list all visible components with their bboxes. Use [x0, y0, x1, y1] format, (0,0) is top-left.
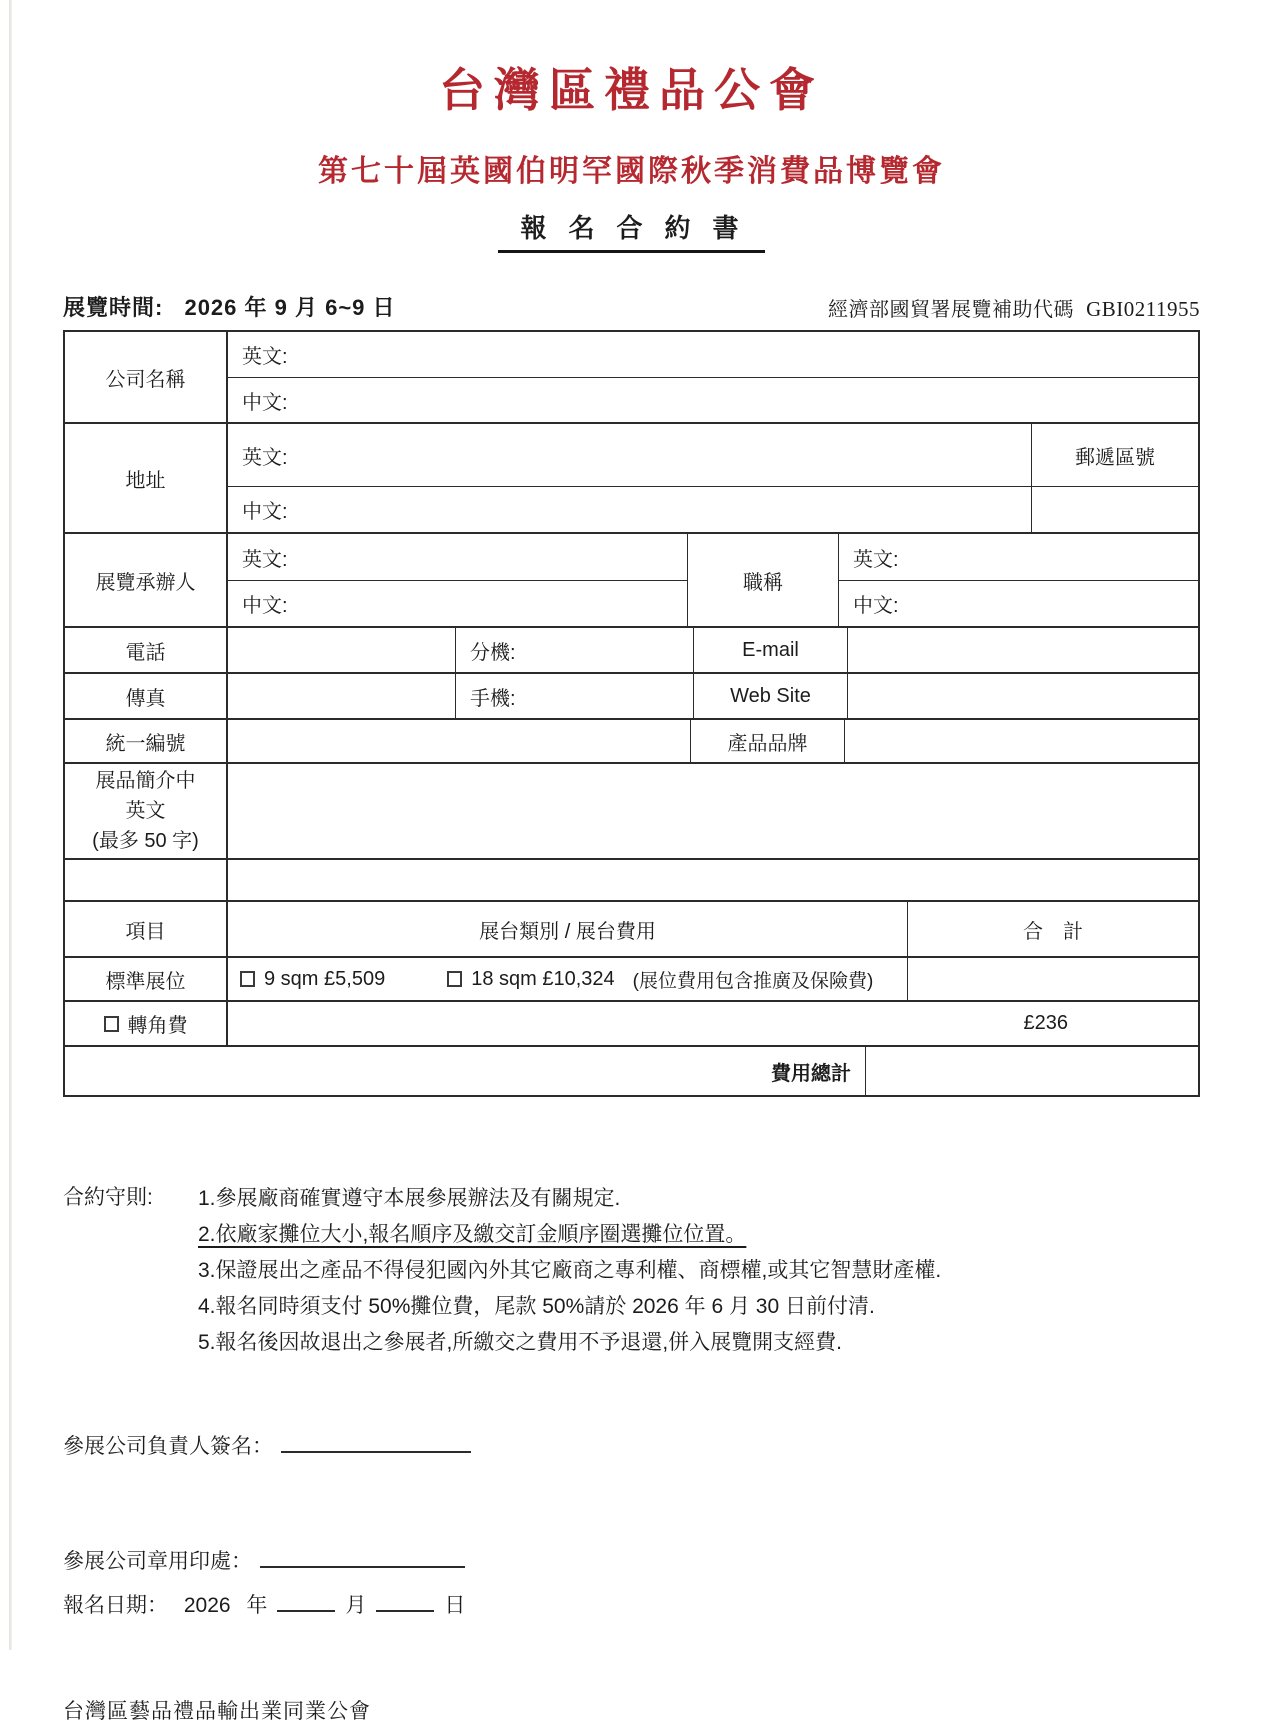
row-grand-total — [65, 1047, 1198, 1095]
extension-label: 分機: — [455, 628, 693, 672]
rule-item-2: 2.依廠家攤位大小,報名順序及繳交訂金順序圈選攤位位置。 — [198, 1223, 747, 1246]
subsidy-code-line — [828, 293, 1200, 322]
booth-fee-note: (展位費用包含推廣及保險費) — [632, 970, 874, 992]
spacer-label-cell — [65, 860, 228, 900]
row-corner-fee — [65, 1002, 1198, 1047]
date-day-field[interactable] — [376, 1588, 434, 1612]
subsidy-code: GBI0211955 — [1086, 297, 1200, 321]
corner-fee-amount: £236 — [1023, 1012, 1068, 1034]
tax-id-label: 統一編號 — [65, 720, 228, 762]
date-year-value: 2026 — [183, 1594, 231, 1618]
booth-option-9sqm: 9 sqm £5,509 — [240, 968, 385, 991]
date-year-unit: 年 — [246, 1594, 268, 1618]
standard-booth-total-field[interactable] — [907, 958, 1198, 1000]
rule-item-1: 1.參展廠商確實遵守本展參展辦法及有關規定. — [198, 1187, 621, 1210]
booth-option-18sqm: 18 sqm £10,324 — [447, 968, 614, 991]
job-title-label: 職稱 — [687, 534, 839, 626]
phone-label: 電話 — [65, 628, 228, 672]
rule-item-3: 3.保證展出之產品不得侵犯國內外其它廠商之專利權、商標權,或其它智慧財產權. — [198, 1259, 942, 1282]
checkbox-9sqm[interactable] — [240, 971, 255, 987]
product-intro-field[interactable] — [228, 764, 1198, 858]
row-organizer — [65, 534, 1198, 628]
signer-signature-field[interactable] — [281, 1429, 471, 1453]
signer-line — [63, 1429, 1200, 1460]
standard-booth-label: 標準展位 — [65, 958, 228, 1000]
row-phone — [65, 628, 1198, 674]
contract-rules — [63, 1181, 1200, 1361]
row-spacer — [65, 860, 1198, 902]
subsidy-label: 經濟部國貿署展覽補助代碼 — [828, 299, 1075, 321]
grand-total-field[interactable] — [866, 1047, 1198, 1095]
row-pricing-header — [65, 902, 1198, 958]
tax-id-field[interactable] — [228, 720, 690, 762]
exhibition-time-value: 2026 年 9 月 6~9 日 — [184, 295, 396, 320]
product-intro-label: 展品簡介中 英文 (最多 50 字) — [65, 764, 228, 858]
row-fax — [65, 674, 1198, 720]
rule-item-5: 5.報名後因故退出之參展者,所繳交之費用不予退還,併入展覽開支經費. — [198, 1331, 843, 1354]
website-label: Web Site — [693, 674, 847, 718]
exhibition-subtitle: 第七十屆英國伯明罕國際秋季消費品博覽會 — [318, 155, 945, 188]
job-title-en-label: 英文: — [853, 548, 899, 571]
address-en-label: 英文: — [242, 446, 288, 469]
form-title: 報名合約書 — [498, 208, 764, 253]
date-month-field[interactable] — [277, 1588, 335, 1612]
row-address — [65, 424, 1198, 534]
date-label: 報名日期： — [63, 1594, 168, 1618]
fax-field[interactable] — [228, 674, 455, 718]
corner-fee-label: 轉角費 — [127, 1015, 188, 1037]
organizer-zh-label: 中文: — [242, 595, 288, 617]
postal-code-label: 郵遞區號 — [1031, 424, 1198, 486]
seal-label: 參展公司章用印處： — [63, 1550, 252, 1574]
email-field[interactable] — [847, 628, 1198, 672]
registration-table — [63, 330, 1200, 1097]
brand-field[interactable] — [844, 720, 1198, 762]
job-title-zh-label: 中文: — [853, 595, 899, 617]
address-label: 地址 — [65, 424, 228, 532]
exhibition-time-label: 展覽時間: — [63, 295, 164, 320]
company-name-label: 公司名稱 — [65, 332, 228, 422]
rule-item-4: 4.報名同時須支付 50%攤位費，尾款 50%請於 2026 年 6 月 30 日前付清. — [198, 1295, 875, 1318]
phone-field[interactable] — [228, 628, 455, 672]
postal-code-field[interactable] — [1031, 487, 1198, 533]
scan-edge — [9, 0, 12, 1650]
company-name-zh-label: 中文: — [242, 391, 288, 414]
row-company-name — [65, 332, 1198, 424]
fax-label: 傳真 — [65, 674, 228, 718]
item-header: 項目 — [65, 902, 228, 956]
date-month-unit: 月 — [345, 1594, 367, 1618]
booth-header: 展台類別 / 展台費用 — [479, 920, 656, 943]
registration-date-line — [63, 1588, 1200, 1619]
checkbox-corner-fee[interactable] — [104, 1016, 119, 1032]
issuing-organization: 台灣區藝品禮品輸出業同業公會 — [63, 1700, 371, 1724]
seal-field[interactable] — [260, 1544, 465, 1568]
organizer-en-label: 英文: — [242, 548, 288, 571]
form-page — [63, 0, 1200, 1725]
association-title: 台灣區禮品公會 — [439, 64, 824, 116]
booth-options — [228, 958, 907, 1000]
exhibition-time — [63, 291, 396, 322]
grand-total-label: 費用總計 — [65, 1047, 866, 1095]
date-day-unit: 日 — [444, 1594, 466, 1618]
row-standard-booth — [65, 958, 1198, 1002]
total-header: 合 計 — [907, 902, 1198, 956]
signer-label: 參展公司負責人簽名： — [63, 1435, 273, 1459]
seal-line — [63, 1544, 1200, 1575]
mobile-label: 手機: — [455, 674, 693, 718]
address-zh-label: 中文: — [242, 501, 288, 523]
row-product-intro — [65, 764, 1198, 860]
website-field[interactable] — [847, 674, 1198, 718]
company-name-en-label: 英文: — [242, 346, 288, 368]
organizer-label: 展覽承辦人 — [65, 534, 228, 626]
corner-fee-label-cell — [65, 1002, 228, 1045]
checkbox-18sqm[interactable] — [447, 971, 462, 987]
spacer-field — [228, 860, 1198, 900]
email-label: E-mail — [693, 628, 847, 672]
brand-label: 產品品牌 — [690, 720, 844, 762]
row-tax-id — [65, 720, 1198, 764]
rules-label: 合約守則: — [63, 1186, 153, 1209]
